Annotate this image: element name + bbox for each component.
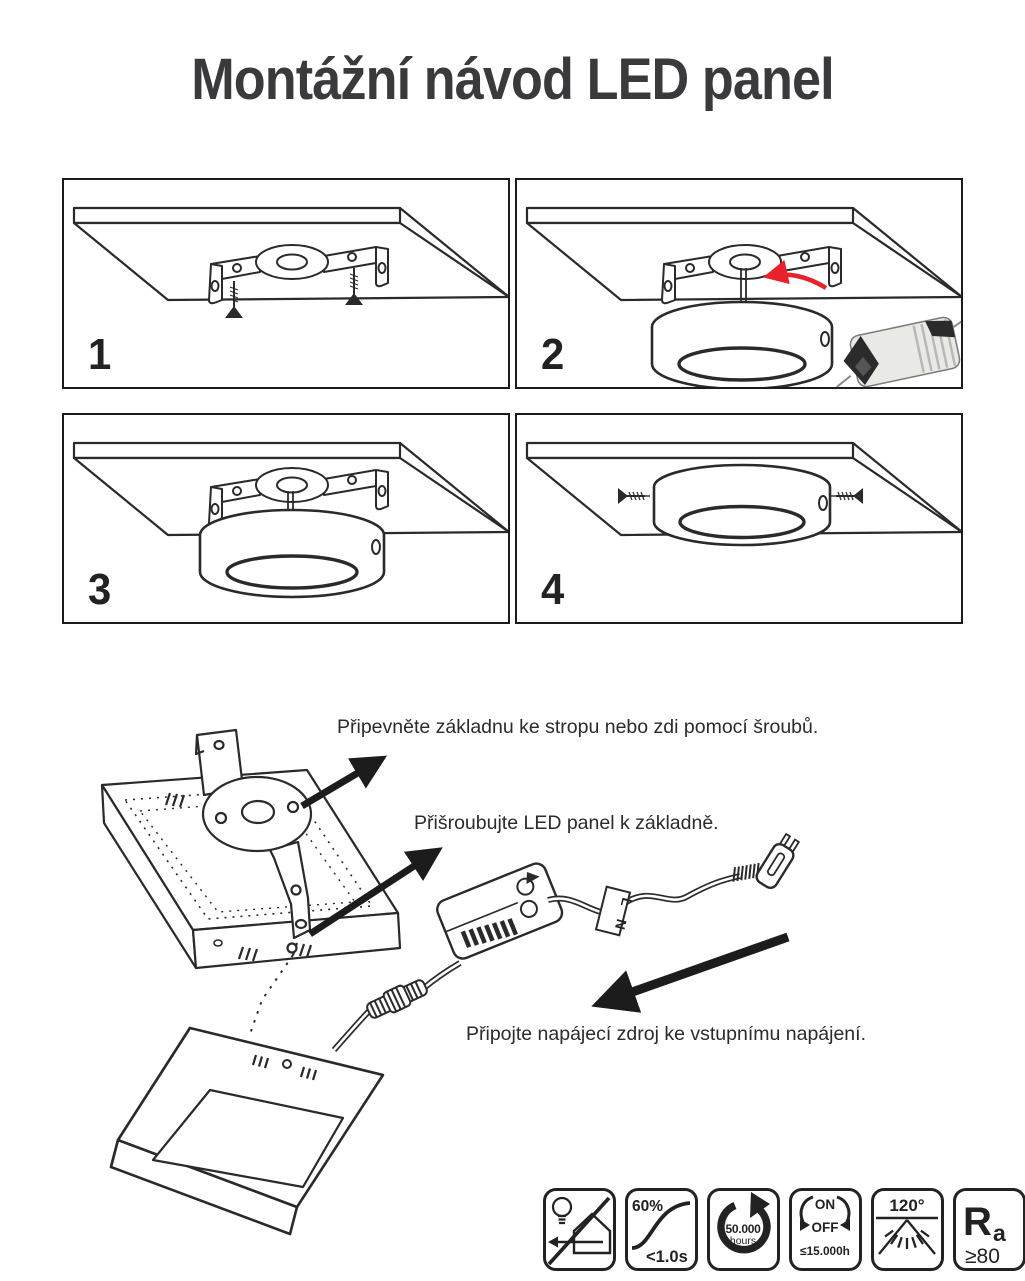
annotation-attach-base: Připevněte základnu ke stropu nebo zdi pomocí šroubů. <box>337 716 819 738</box>
cycle-left-arrow-icon <box>801 1197 813 1222</box>
cri-icon <box>953 1188 1025 1271</box>
warmup-time-label: <1.0s <box>646 1248 688 1266</box>
led-panel-round-drawing <box>652 302 832 387</box>
warmup-percent-label: 60% <box>632 1198 664 1215</box>
step-panel-2 <box>515 178 963 389</box>
off-label: OFF <box>811 1220 839 1235</box>
cycles-label: ≤15.000h <box>800 1244 850 1258</box>
led-panel-square-drawing <box>111 1028 383 1234</box>
alignment-dotted-line <box>250 955 293 1034</box>
inline-connector-drawing <box>364 976 429 1022</box>
step2-drawing <box>517 180 961 387</box>
power-plug-drawing <box>754 832 802 890</box>
arrow-to-connect-power-text <box>604 937 788 1002</box>
page-title: Montážní návod LED panel <box>191 47 834 112</box>
led-driver-photo <box>827 313 961 387</box>
step1-drawing <box>64 180 508 387</box>
step-panel-3 <box>62 413 510 624</box>
step3-drawing <box>64 415 508 622</box>
tag-neutral-label: N <box>612 917 630 932</box>
step-panel-1 <box>62 178 510 389</box>
beam-angle-icon <box>871 1188 944 1271</box>
annotation-connect-power: Připojte napájecí zdroj ke vstupnímu napájení. <box>466 1023 866 1045</box>
lifetime-icon <box>707 1188 780 1271</box>
led-driver-drawing <box>434 861 565 962</box>
cri-value-label: ≥80 <box>965 1245 1000 1268</box>
switch-cycles-icon <box>789 1188 862 1271</box>
led-panel-round-drawing <box>654 465 830 545</box>
annotation-screw-panel: Přišroubujte LED panel k základně. <box>414 812 719 834</box>
step-number: 3 <box>88 565 112 614</box>
on-label: ON <box>814 1197 836 1212</box>
step4-drawing <box>517 415 961 622</box>
beam-rays-icon <box>879 1220 935 1254</box>
step-number: 1 <box>88 330 112 379</box>
led-panel-round-drawing <box>200 510 384 597</box>
step-panel-4 <box>515 413 963 624</box>
lifetime-value-label: 50.000 <box>725 1222 761 1236</box>
wire-tag-drawing <box>596 887 637 937</box>
step-number: 4 <box>541 565 565 614</box>
lifetime-unit-label: hours <box>729 1235 757 1247</box>
assembly-diagram <box>0 700 1025 1245</box>
cri-sub-label: a <box>993 1220 1006 1246</box>
cri-symbol-label: R <box>963 1200 992 1244</box>
mains-cable-drawing <box>548 876 740 912</box>
installation-steps <box>62 178 963 624</box>
spec-icons-row <box>543 1188 1025 1271</box>
house-icon <box>574 1214 610 1253</box>
beam-angle-label: 120° <box>889 1196 925 1215</box>
cycle-right-arrow-icon <box>837 1197 849 1222</box>
step-number: 2 <box>541 330 565 379</box>
tag-line-label: L <box>617 896 636 909</box>
assembly-drawing <box>0 700 1025 1245</box>
bulb-icon <box>553 1198 571 1216</box>
not-dimmable-icon <box>543 1188 616 1271</box>
warmup-time-icon <box>625 1188 698 1271</box>
